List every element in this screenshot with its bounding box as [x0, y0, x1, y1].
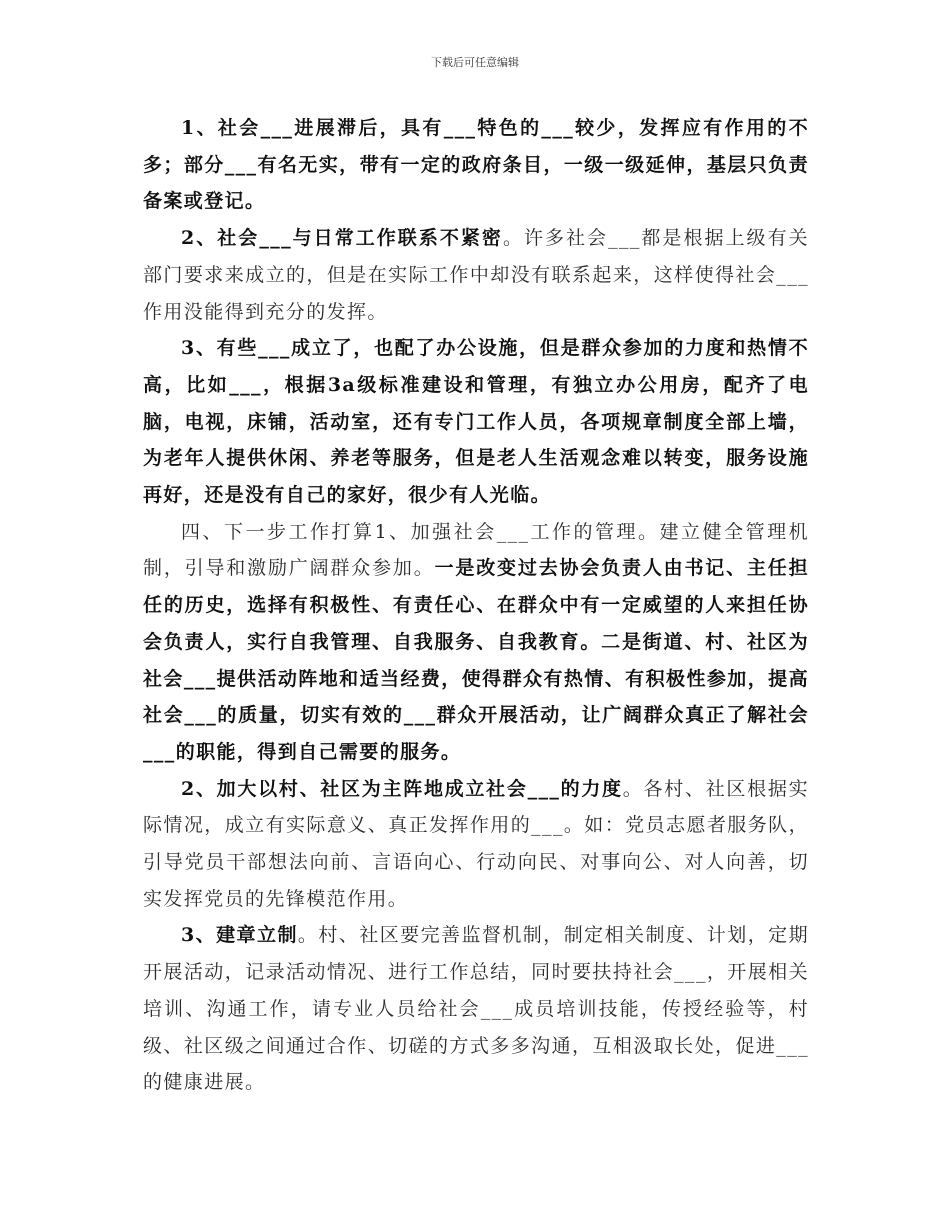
page-header: 下载后可任意编辑 — [431, 56, 519, 69]
paragraph-1-text: 1、社会___进展滞后，具有___特色的___较少，发挥应有作用的不多；部分___有名无实，带有一定的政府条目，一级一级延伸，基层只负责备案或登记。 — [143, 117, 809, 213]
document-body — [143, 110, 809, 1101]
paragraph-2 — [143, 220, 809, 330]
paragraph-6-text: 。村、社区要完善监督机制，制定相关制度、计划，定期开展活动，记录活动情况、进行工作总结，同时要扶持社会___，开展相关培训、沟通工作，请专业人员给社会___成员培训技能，传授经验等，村级、社区级之间通过合作、切磋的方式多多沟通，互相汲取长处，促进___的健康进展。 — [143, 924, 809, 1094]
paragraph-4 — [143, 514, 809, 771]
paragraph-2-text: 。许多社会___都是根据上级有关部门要求来成立的，但是在实际工作中却没有联系起来，这样使得社会___作用没能得到充分的发挥。 — [143, 227, 809, 323]
paragraph-5-text: 。各村、社区根据实际情况，成立有实际意义、真正发挥作用的___。如：党员志愿者服务队，引导党员干部想法向前、言语向心、行动向民、对事向公、对人向善，切实发挥党员的先锋模范作用。 — [143, 777, 809, 910]
paragraph-6 — [143, 917, 809, 1101]
paragraph-3 — [143, 330, 809, 514]
paragraph-2-heading: 2、社会___与日常工作联系不紧密 — [181, 227, 503, 250]
paragraph-1 — [143, 110, 809, 220]
paragraph-3-text: 3、有些___成立了，也配了办公设施，但是群众参加的力度和热情不高，比如___，根据3a级标准建设和管理，有独立办公用房，配齐了电脑，电视，床铺，活动室，还有专门工作人员，各项规章制度全部上墙，为老年人提供休闲、养老等服务，但是老人生活观念难以转变，服务设施再好，还是没有自己的家好，很少有人光临。 — [143, 337, 809, 507]
paragraph-6-heading: 3、建章立制 — [181, 924, 298, 947]
paragraph-4-text: 一是改变过去协会负责人由书记、主任担任的历史，选择有积极性、有责任心、在群众中有一定威望的人来担任协会负责人，实行自我管理、自我服务、自我教育。二是街道、村、社区为社会___提供活动阵地和适当经费，使得群众有热情、有积极性参加，提高社会___的质量，切实有效的___群众开展活动，让广阔群众真正了解社会___的职能，得到自己需要的服务。 — [143, 557, 809, 763]
paragraph-4-intro: 四、下一步工作打算1、加强社会___工作的管理。建立健全管理机制，引导和激励广阔群众参加。 — [143, 520, 809, 580]
paragraph-5-heading: 2、加大以村、社区为主阵地成立社会___的力度 — [181, 777, 623, 800]
paragraph-5 — [143, 771, 809, 918]
